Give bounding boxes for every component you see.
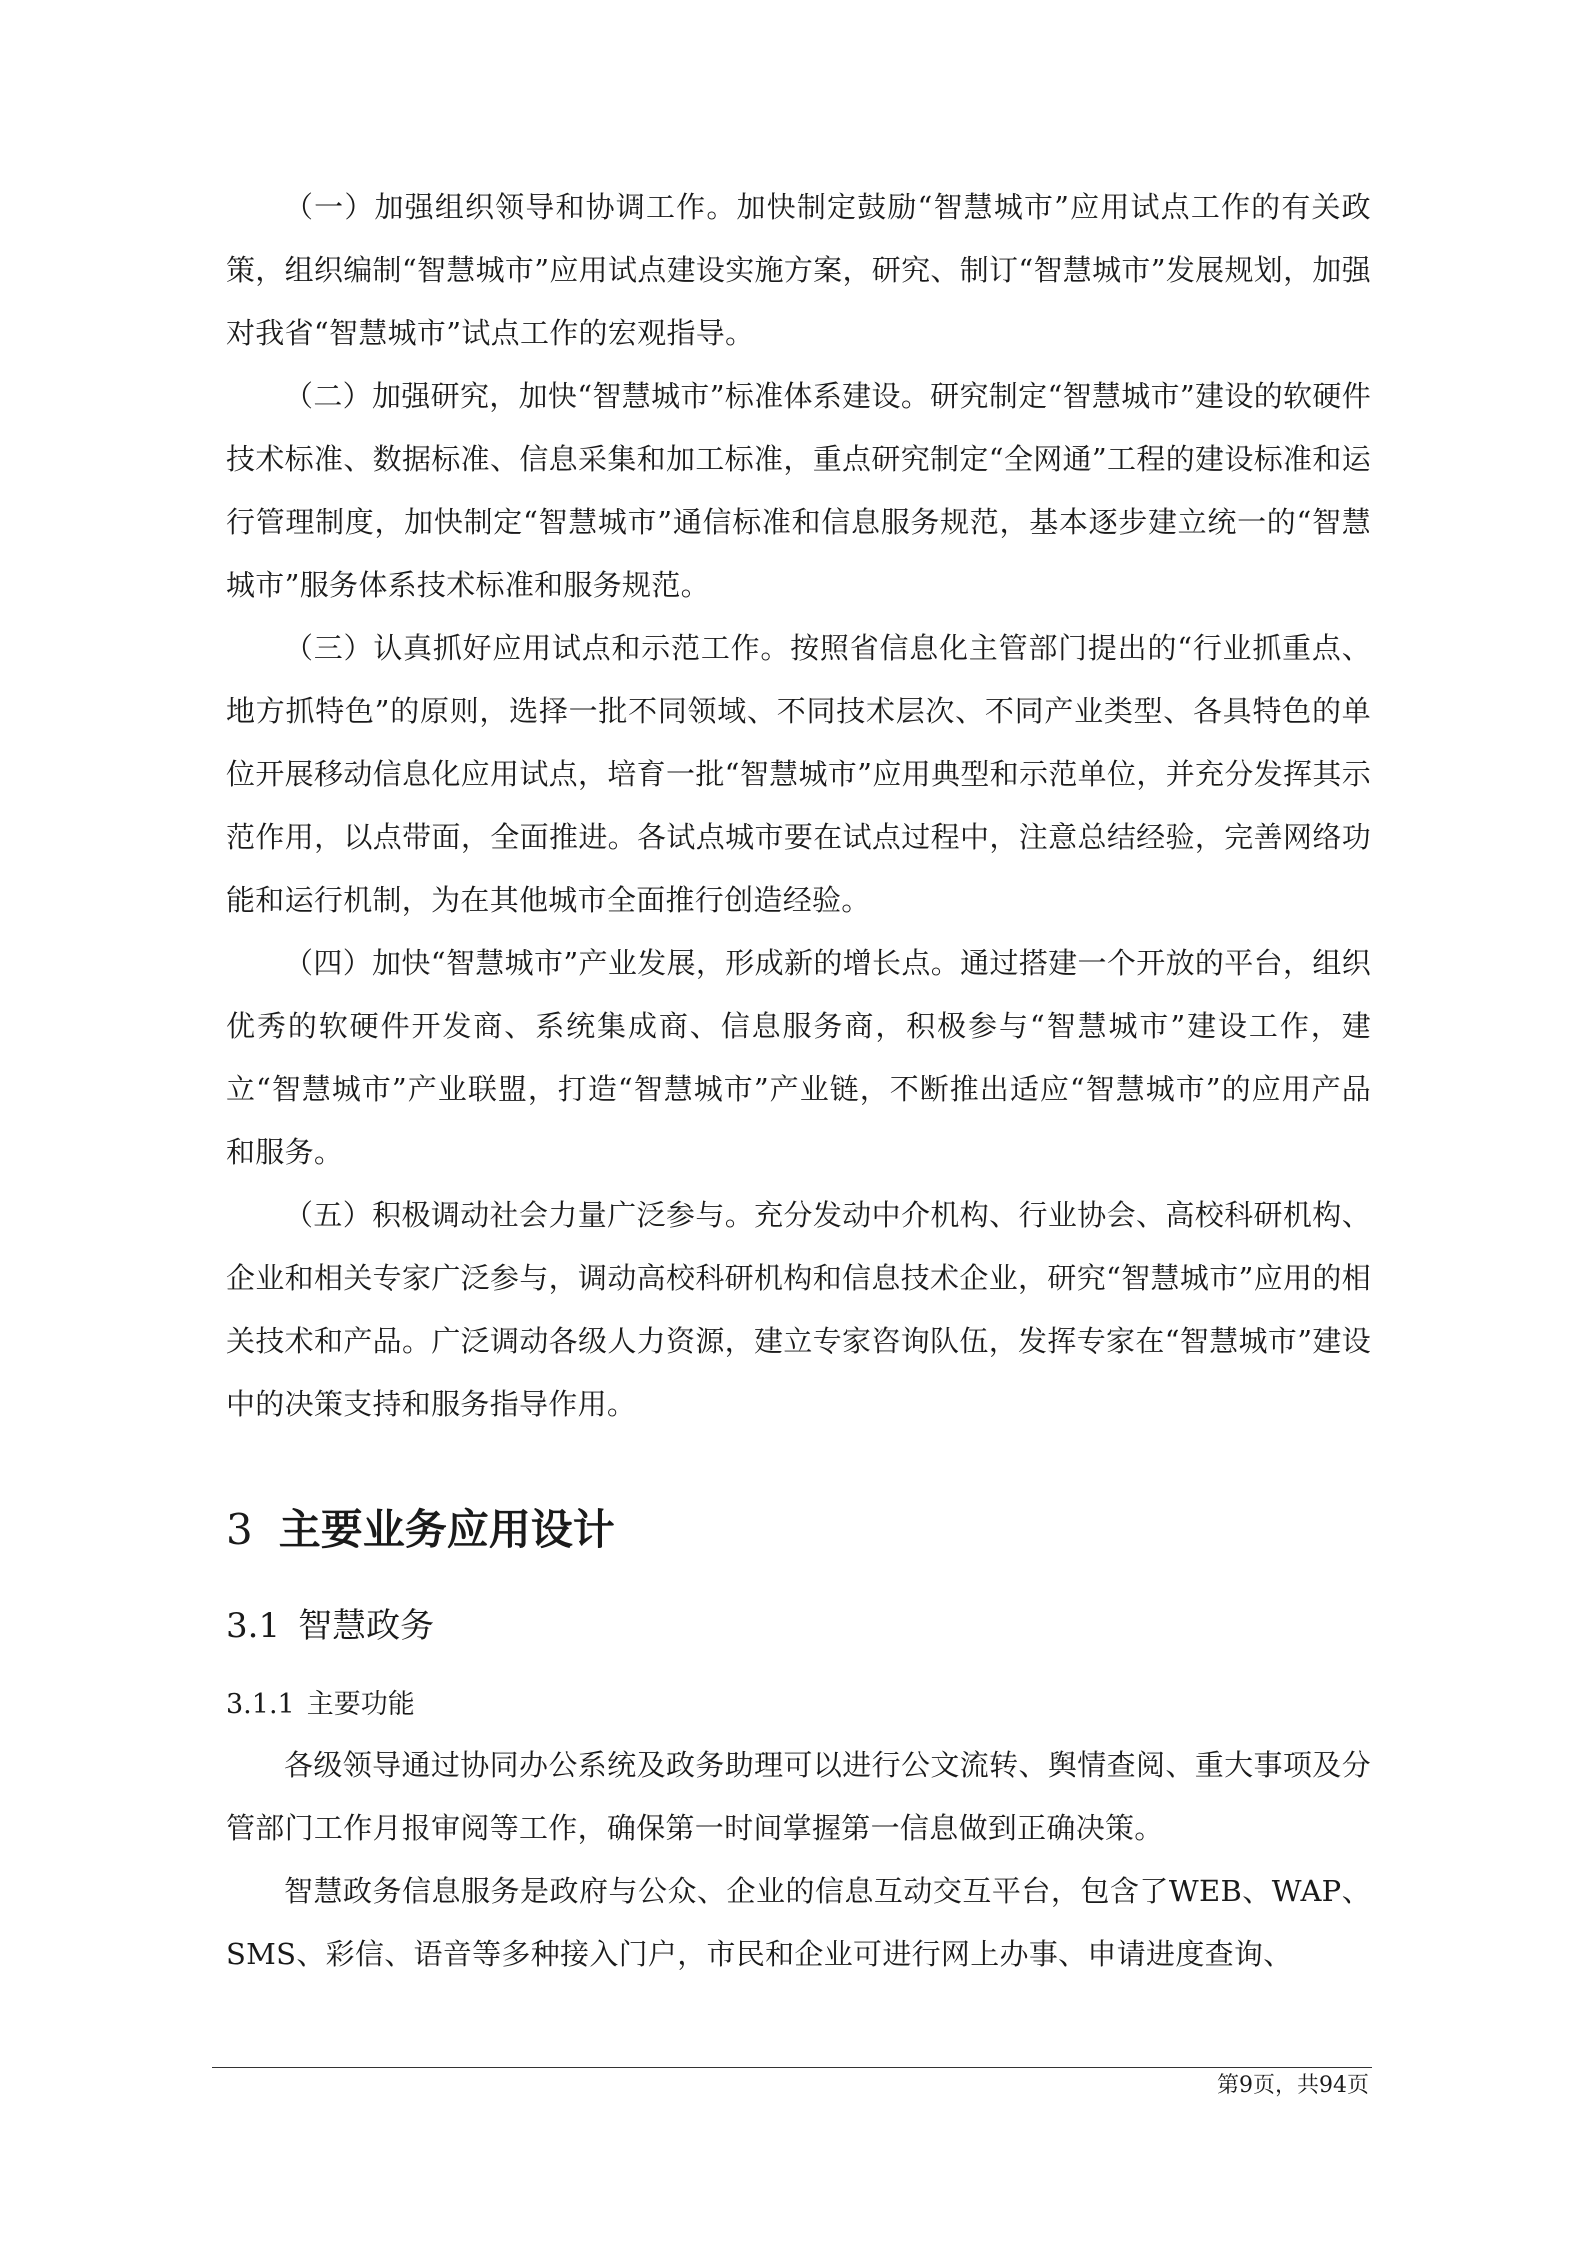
subsubsection-number: 3.1.1 — [226, 1689, 295, 1720]
paragraph-1: （一）加强组织领导和协调工作。加快制定鼓励“智慧城市”应用试点工作的有关政策，组织编制“智慧城市”应用试点建设实施方案，研究、制订“智慧城市”发展规划，加强对我省“智慧城市”试点工作的宏观指导。 — [226, 190, 1371, 350]
subsubsection-title: 主要功能 — [306, 1689, 415, 1720]
paragraph-7: 智慧政务信息服务是政府与公众、企业的信息互动交互平台，包含了WEB、WAP、SMS、彩信、语音等多种接入门户，市民和企业可进行网上办事、申请进度查询、 — [226, 1874, 1371, 1971]
paragraph-4: （四）加快“智慧城市”产业发展，形成新的增长点。通过搭建一个开放的平台，组织优秀的软硬件开发商、系统集成商、信息服务商，积极参与“智慧城市”建设工作，建立“智慧城市”产业联盟，打造“智慧城市”产业链，不断推出适应“智慧城市”的应用产品和服务。 — [226, 946, 1371, 1169]
subsection-heading — [226, 1600, 1371, 1652]
subsection-title: 智慧政务 — [298, 1606, 435, 1646]
subsubsection-heading — [226, 1682, 1371, 1728]
paragraph-2: （二）加强研究，加快“智慧城市”标准体系建设。研究制定“智慧城市”建设的软硬件技术标准、数据标准、信息采集和加工标准，重点研究制定“全网通”工程的建设标准和运行管理制度，加快制定“智慧城市”通信标准和信息服务规范，基本逐步建立统一的“智慧城市”服务体系技术标准和服务规范。 — [226, 379, 1371, 602]
section-heading — [226, 1500, 1371, 1560]
section-number: 3 — [226, 1505, 253, 1554]
page-number: 第9页，共94页 — [1217, 2073, 1369, 2098]
subsection-number: 3.1 — [226, 1606, 281, 1646]
footer-divider — [212, 2067, 1372, 2068]
section-title: 主要业务应用设计 — [278, 1505, 615, 1554]
document-body — [226, 176, 1371, 1986]
paragraph-6: 各级领导通过协同办公系统及政务助理可以进行公文流转、舆情查阅、重大事项及分管部门工作月报审阅等工作，确保第一时间掌握第一信息做到正确决策。 — [226, 1748, 1371, 1845]
paragraph-5: （五）积极调动社会力量广泛参与。充分发动中介机构、行业协会、高校科研机构、企业和相关专家广泛参与，调动高校科研机构和信息技术企业，研究“智慧城市”应用的相关技术和产品。广泛调动各级人力资源，建立专家咨询队伍，发挥专家在“智慧城市”建设中的决策支持和服务指导作用。 — [226, 1198, 1371, 1421]
paragraph-3: （三）认真抓好应用试点和示范工作。按照省信息化主管部门提出的“行业抓重点、地方抓特色”的原则，选择一批不同领域、不同技术层次、不同产业类型、各具特色的单位开展移动信息化应用试点，培育一批“智慧城市”应用典型和示范单位，并充分发挥其示范作用，以点带面，全面推进。各试点城市要在试点过程中，注意总结经验，完善网络功能和运行机制，为在其他城市全面推行创造经验。 — [226, 631, 1371, 917]
